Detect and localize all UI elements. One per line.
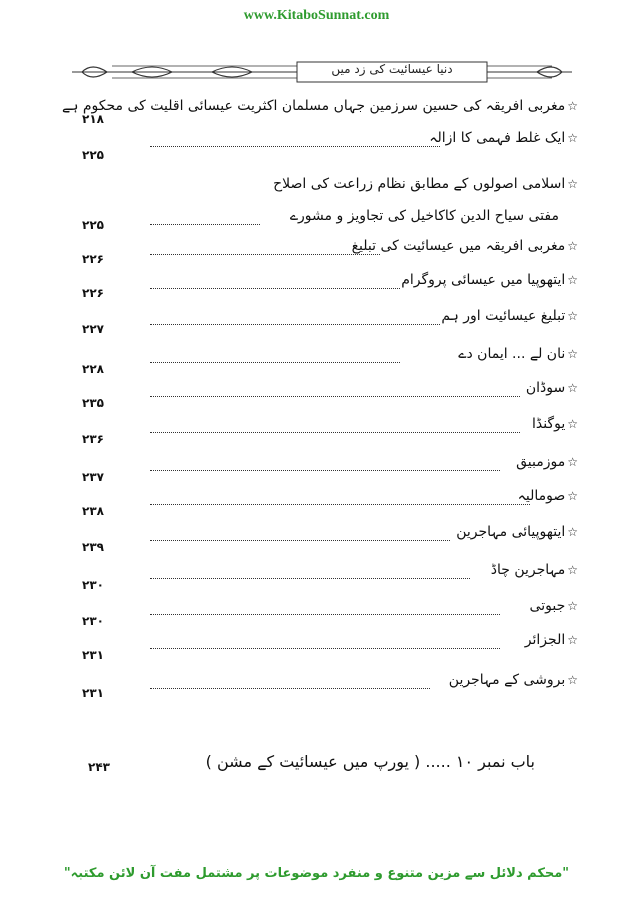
- toc-page-number: ۲۳۰: [82, 578, 104, 592]
- toc-page-number: ۲۳۰: [82, 614, 104, 628]
- toc-entry-title: ☆صومالیہ: [517, 488, 578, 504]
- toc-entry[interactable]: [0, 452, 633, 482]
- star-icon: ☆: [567, 455, 578, 469]
- toc-page-number: ۲۱۸: [82, 112, 104, 126]
- toc-page-number: ۲۳۶: [82, 432, 104, 446]
- star-icon: ☆: [567, 273, 578, 287]
- toc-entry-title: ☆اسلامی اصولوں کے مطابق نظام زراعت کی اصلاح: [273, 176, 578, 192]
- star-icon: ☆: [567, 417, 578, 431]
- chapter-page-number: ۲۴۳: [88, 760, 110, 774]
- leader-dots: [150, 578, 470, 579]
- toc-entry[interactable]: [0, 414, 633, 444]
- leader-dots: [150, 362, 400, 363]
- running-header-title: دنیا عیسائیت کی زد میں: [331, 62, 453, 76]
- toc-page-number: ۲۲۶: [82, 252, 104, 266]
- star-icon: ☆: [567, 673, 578, 687]
- toc-entry[interactable]: [0, 486, 633, 516]
- toc-entry-title: مفتی سیاح الدین کاکاخیل کی تجاویز و مشورے: [289, 208, 559, 224]
- star-icon: ☆: [567, 347, 578, 361]
- toc-entry-title: ☆مغربی افریقہ میں عیسائیت کی تبلیغ: [351, 238, 578, 254]
- toc-page-number: ۲۲۶: [82, 286, 104, 300]
- footer-tagline: "محکم دلائل سے مزین متنوع و منفرد موضوعات پر مشتمل مفت آن لائن مکتبہ": [63, 866, 570, 881]
- star-icon: ☆: [567, 599, 578, 613]
- toc-page-number: ۲۳۸: [82, 504, 104, 518]
- toc-entry-title: ☆نان لے ... ایمان دے: [458, 346, 578, 362]
- star-icon: ☆: [567, 489, 578, 503]
- toc-page-number: ۲۳۷: [82, 470, 104, 484]
- toc-entry-title: ☆جبوتی: [529, 598, 578, 614]
- leader-dots: [150, 688, 430, 689]
- toc-page-number: ۲۳۹: [82, 540, 104, 554]
- leader-dots: [150, 288, 400, 289]
- toc-entry[interactable]: [0, 378, 633, 408]
- toc-entry-title: ☆مغربی افریقہ کی حسین سرزمین جہاں مسلمان اکثریت عیسائی اقلیت کی محکوم ہے: [62, 98, 578, 114]
- toc-entry[interactable]: [0, 670, 633, 700]
- star-icon: ☆: [567, 131, 578, 145]
- star-icon: ☆: [567, 239, 578, 253]
- leader-dots: [150, 146, 440, 147]
- star-icon: ☆: [567, 633, 578, 647]
- toc-page-number: ۲۳۱: [82, 648, 104, 662]
- star-icon: ☆: [567, 309, 578, 323]
- leader-dots: [150, 224, 260, 225]
- toc-entry-title: ☆سوڈان: [525, 380, 578, 396]
- toc-entry-title: ☆ایک غلط فہمی کا ازالہ: [429, 130, 578, 146]
- leader-dots: [150, 614, 500, 615]
- leader-dots: [150, 540, 450, 541]
- star-icon: ☆: [567, 177, 578, 191]
- toc-entry[interactable]: [0, 128, 633, 162]
- toc-entry[interactable]: [0, 96, 633, 126]
- leader-dots: [150, 470, 500, 471]
- star-icon: ☆: [567, 381, 578, 395]
- toc-entry-title: ☆مہاجرین چاڈ: [490, 562, 578, 578]
- toc-entry-title: ☆ایتھوپیائی مہاجرین: [456, 524, 578, 540]
- toc-page-number: ۲۳۵: [82, 396, 104, 410]
- toc-entry[interactable]: [0, 560, 633, 590]
- chapter-heading[interactable]: باب نمبر ۱۰ ..... ( یورپ میں عیسائیت کے مشن ): [205, 752, 535, 771]
- toc-entry[interactable]: [0, 344, 633, 374]
- toc-entry[interactable]: [0, 306, 633, 336]
- toc-entry-title: ☆بروشی کے مہاجرین: [448, 672, 578, 688]
- toc-entry[interactable]: [0, 596, 633, 626]
- leader-dots: [150, 648, 500, 649]
- star-icon: ☆: [567, 525, 578, 539]
- toc-entry-title: ☆تبلیغ عیسائیت اور ہم: [441, 308, 578, 324]
- toc-page-number: ۲۲۸: [82, 362, 104, 376]
- toc-entry-title: ☆یوگنڈا: [531, 416, 578, 432]
- leader-dots: [150, 324, 440, 325]
- toc-entry[interactable]: [0, 206, 633, 236]
- toc-entry[interactable]: [0, 522, 633, 552]
- toc-entry-title: ☆ایتھوپیا میں عیسائی پروگرام: [401, 272, 578, 288]
- toc-entry-title: ☆الجزائر: [524, 632, 578, 648]
- leader-dots: [150, 504, 530, 505]
- toc-entry[interactable]: [0, 270, 633, 300]
- toc-page-number: ۲۲۷: [82, 322, 104, 336]
- leader-dots: [150, 396, 520, 397]
- star-icon: ☆: [567, 563, 578, 577]
- toc-page-number: ۲۲۵: [82, 218, 104, 232]
- toc-entry[interactable]: [0, 630, 633, 660]
- toc-page-number: ۲۳۱: [82, 686, 104, 700]
- leader-dots: [150, 432, 520, 433]
- toc-entry[interactable]: [0, 236, 633, 266]
- site-url[interactable]: www.KitaboSunnat.com: [243, 8, 390, 23]
- toc-page-number: ۲۲۵: [82, 148, 104, 162]
- star-icon: ☆: [567, 99, 578, 113]
- toc-entry-title: ☆موزمبیق: [516, 454, 578, 470]
- toc-entry[interactable]: [0, 174, 633, 204]
- leader-dots: [150, 254, 380, 255]
